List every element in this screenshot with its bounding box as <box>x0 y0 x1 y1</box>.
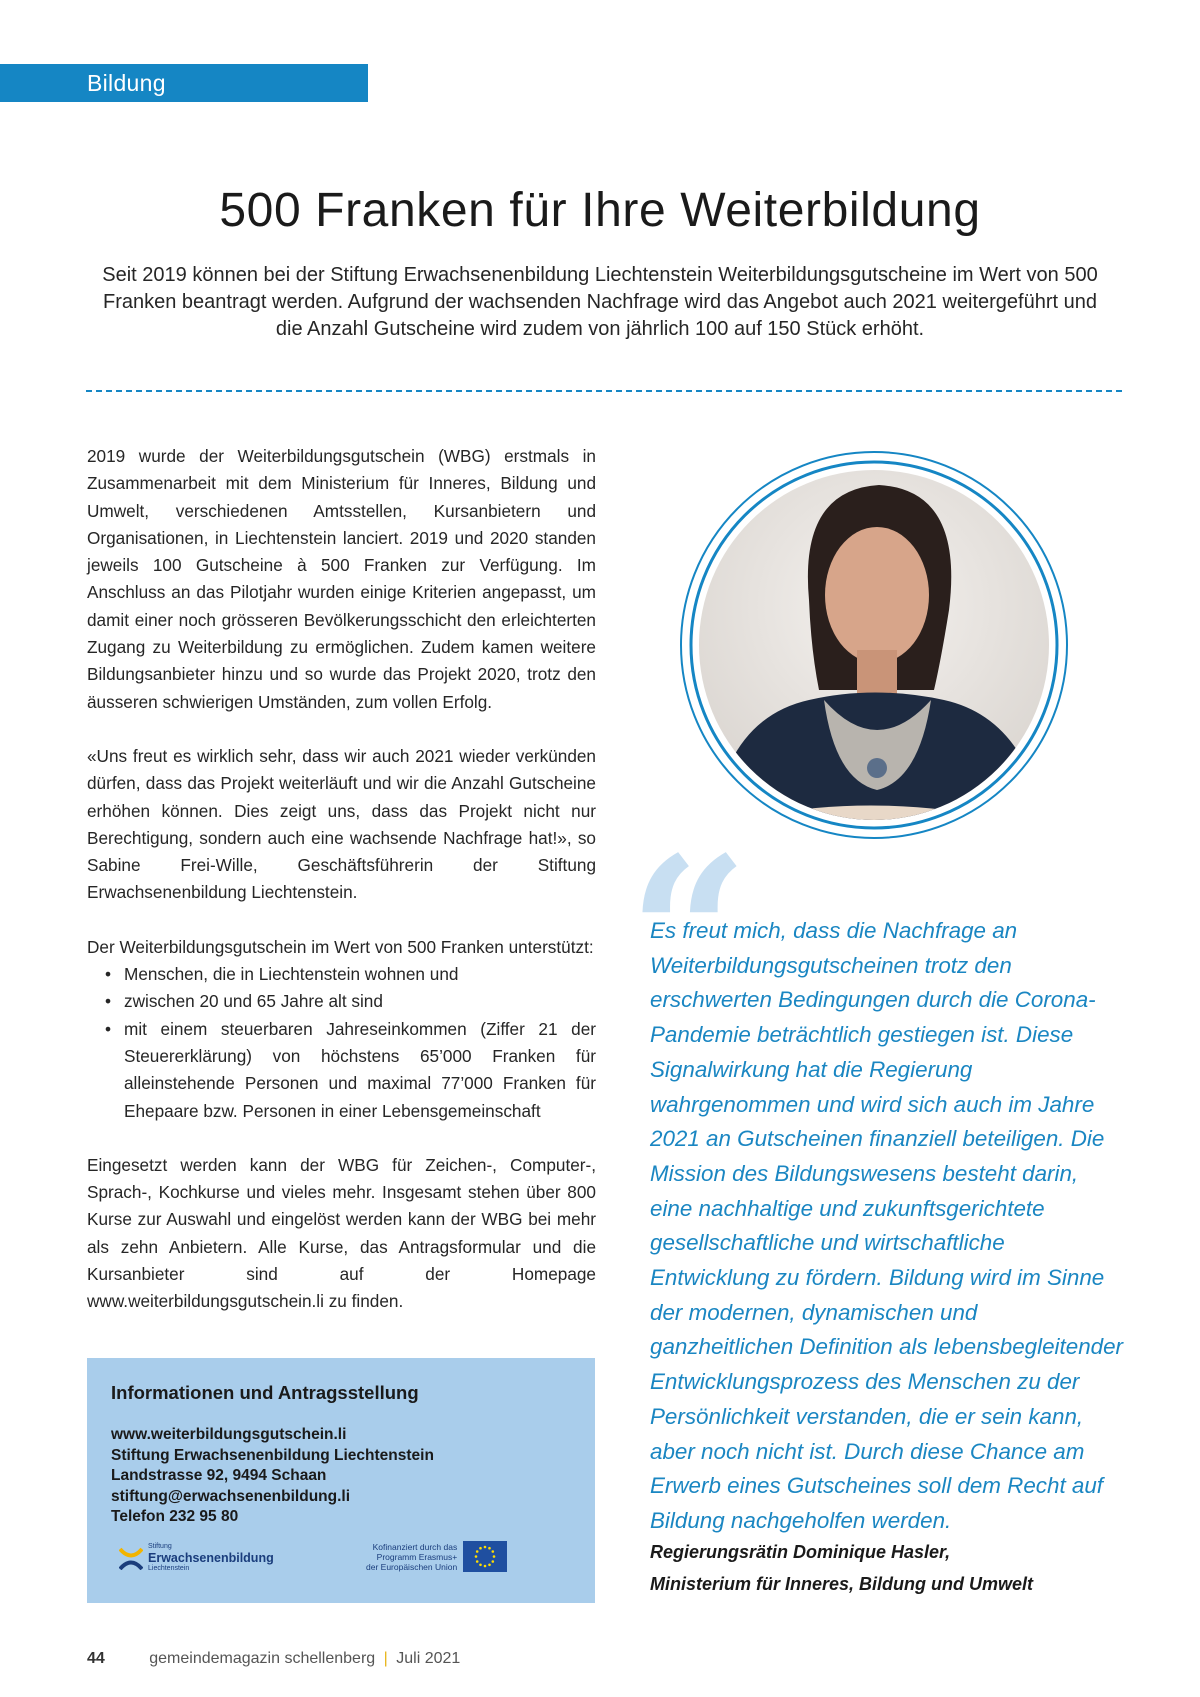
quote-mark-icon: “ <box>628 811 749 1058</box>
foundation-logo-icon <box>119 1546 143 1570</box>
quote-author-role: Ministerium für Inneres, Bildung und Umwelt <box>650 1574 1034 1594</box>
info-box-title: Informationen und Antragsstellung <box>111 1382 419 1403</box>
logo-small-bottom: Liechtenstein <box>148 1565 190 1572</box>
page-footer <box>87 1650 460 1668</box>
info-address: Landstrasse 92, 9494 Schaan <box>111 1467 327 1484</box>
issue-date: Juli 2021 <box>396 1650 461 1667</box>
footer-separator: | <box>383 1650 388 1667</box>
portrait-photo <box>679 450 1069 840</box>
body-paragraph: 2019 wurde der Weiterbildungsgutschein (WBG) erstmals in Zusammenarbeit mit dem Ministerium für Inneres, Bildung und Umwelt, verschiedenen Amtsstellen, Kursanbietern und Organisationen, in Liechtenstein lanciert. 2019 und 2020 standen jeweils 100 Gutscheine à 500 Franken zur Verfügung. Im Anschluss an das Pilotjahr wurden einige Kriterien angepasst, um damit einer noch grösseren Bevölkerungsschicht den erleichterten Zugang zu Weiterbildung zu ermöglichen. Zudem kamen weitere Bildungsanbieter hinzu und so wurde das Projekt 2020, trotz den äusseren schwierigen Umständen, zum vollen Erfolg. <box>87 446 596 712</box>
article-lead: Seit 2019 können bei der Stiftung Erwachsenenbildung Liechtenstein Weiterbildungsgutscheine im Wert von 500 Franken beantragt werden. Aufgrund der wachsenden Nachfrage wird das Angebot auch 2021 weitergeführt und die Anzahl Gutscheine wird zudem von jährlich 100 auf 150 Stück erhöht. <box>102 264 1098 340</box>
criteria-list <box>87 961 596 1125</box>
erasmus-logo <box>366 1541 507 1572</box>
body-paragraph: Eingesetzt werden kann der WBG für Zeichen-, Computer-, Sprach-, Kochkurse und vieles mehr. Insgesamt stehen über 800 Kurse zur Auswahl und eingelöst werden kann der WBG bei mehr als zehn Anbietern. Alle Kurse, das Antragsformular und die Kursanbieter sind auf der Homepage www.weiterbildungsgutschein.li zu finden. <box>87 1154 596 1312</box>
pull-quote: Es freut mich, dass die Nachfrage an Weiterbildungsgutscheinen trotz den erschwerten Bedingungen durch die Corona-Pandemie beträchtlich gestiegen ist. Diese Signalwirkung hat die Regierung wahrgenommen und wird sich auch im Jahre 2021 an Gutscheinen finanziell beteiligen. Die Mission des Bildungswesens besteht darin, eine nachhaltige und zukunftsgerichtete gesellschaftliche und wirtschaftliche Entwicklung zu fördern. Bildung wird im Sinne der modernen, dynamischen und ganzheitlichen Definition als lebensbegleitender Entwicklungsprozess des Menschen zu der Persönlichkeit verstanden, die er sein kann, aber noch nicht ist. Durch diese Chance am Erwerb eines Gutscheines soll dem Recht auf Bildung nachgeholfen werden. <box>650 918 1124 1533</box>
info-box <box>87 1358 595 1603</box>
list-item: • Menschen, die in Liechtenstein wohnen und <box>87 961 596 988</box>
eu-text-line: Programm Erasmus+ <box>376 1551 458 1562</box>
body-column <box>87 443 596 1343</box>
info-website-link[interactable]: www.weiterbildungsgutschein.li <box>111 1426 347 1443</box>
section-tag: Bildung <box>0 64 368 102</box>
logo-name: Erwachsenenbildung <box>148 1551 274 1565</box>
info-email-link[interactable]: stiftung@erwachsenenbildung.li <box>111 1487 351 1505</box>
body-paragraph: Der Weiterbildungsgutschein im Wert von 500 Franken unterstützt: <box>87 936 594 957</box>
eu-flag-icon <box>463 1541 507 1572</box>
page-number: 44 <box>87 1650 105 1667</box>
quote-author <box>650 1536 1126 1600</box>
eu-text-line: der Europäischen Union <box>366 1561 458 1572</box>
body-paragraph: «Uns freut es wirklich sehr, dass wir auch 2021 wieder verkünden dürfen, dass das Projekt weiterläuft und wir die Anzahl Gutscheine erhöhen können. Dies zeigt uns, dass das Projekt nicht nur Berechtigung, sondern auch eine wachsende Nachfrage hat!», so Sabine Frei-Wille, Geschäftsführerin der Stiftung Erwachsenenbildung Liechtenstein. <box>87 745 596 903</box>
logo-small-top: Stiftung <box>148 1543 172 1550</box>
info-phone: Telefon 232 95 80 <box>111 1508 239 1525</box>
info-organization: Stiftung Erwachsenenbildung Liechtenstein <box>111 1446 434 1464</box>
erwachsenenbildung-logo <box>119 1543 274 1573</box>
list-item: • mit einem steuerbaren Jahreseinkommen (Ziffer 21 der Steuererklärung) von höchstens 65’000 Franken für alleinstehende Personen und maximal 77’000 Franken für Ehepaare bzw. Personen in einer Lebensgemeinschaft <box>87 1016 596 1125</box>
list-item: • zwischen 20 und 65 Jahre alt sind <box>87 988 596 1015</box>
article-title: 500 Franken für Ihre Weiterbildung <box>219 184 981 237</box>
magazine-name: gemeindemagazin schellenberg <box>149 1650 376 1667</box>
quote-author-name: Regierungsrätin Dominique Hasler, <box>650 1542 951 1562</box>
eu-text-line: Kofinanziert durch das <box>372 1541 458 1552</box>
dashed-divider <box>86 390 1122 392</box>
